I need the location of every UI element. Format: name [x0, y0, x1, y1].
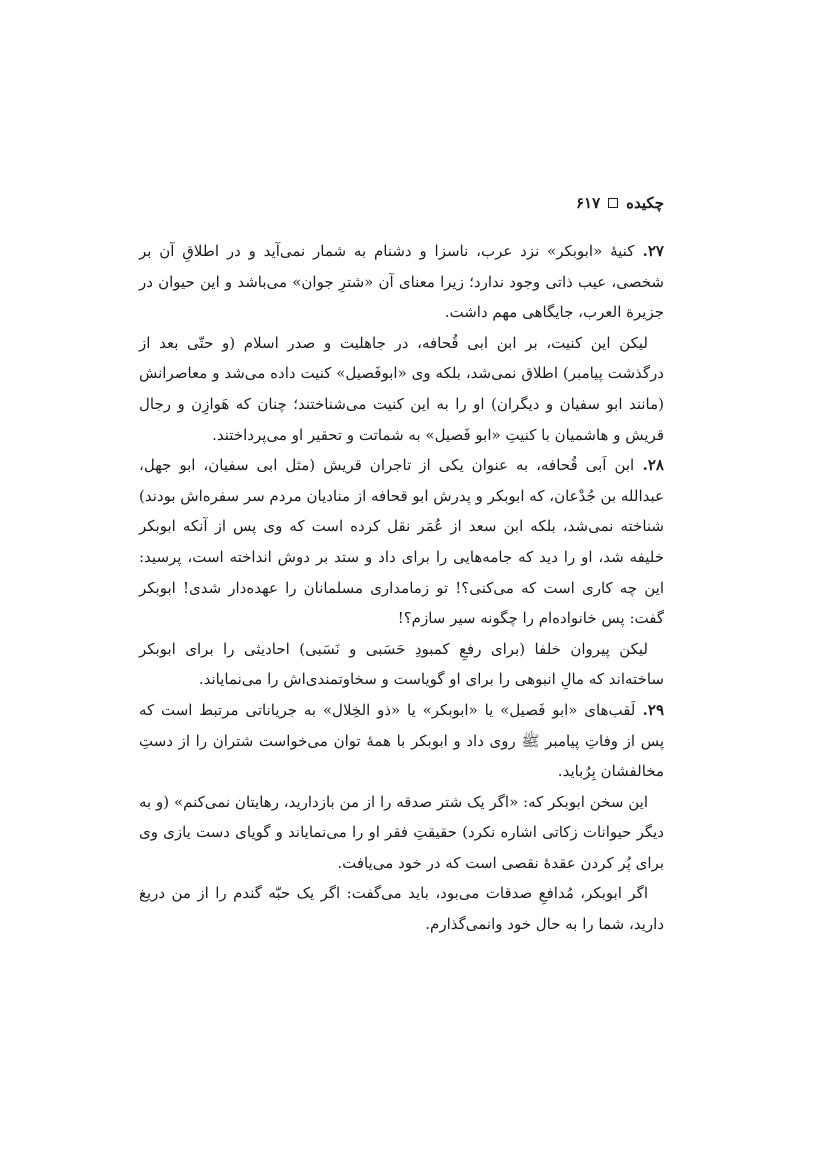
item-number: ۲۸. — [634, 456, 664, 475]
paragraph — [139, 236, 664, 328]
running-head — [80, 193, 664, 213]
paragraph-text: اگر ابوبکر، مُدافعِ صدقات می‌بود، باید می‌گفت: اگر یک حبّه گندم را از من دریغ دارید، شما را به حال خود وانمی‌گذارم. — [139, 884, 664, 934]
chapter-title: چکیده — [626, 194, 664, 212]
body-text — [139, 236, 664, 940]
page-number: ۶۱۷ — [576, 194, 601, 212]
paragraph-text: ابن اَبی قُحافه، به عنوان یکی از تاجران قریش (مثل ابی سفیان، ابو جهل، عبدالله بن جُدْعان، که ابوبکر و پدرش ابو قحافه از منادیان مردم سر سفره‌اش بودند) شناخته نمی‌شد، بلکه ابن سعد از عُمَر نقل کرده است که وی پس از آنکه ابوبکر خلیفه شد، او را دید که جامه‌هایی را برای داد و ستد بر دوش انداخته است، پرسید: این چه کاری است که می‌کنی؟! تو زمامداری مسلمانان را عهده‌دار شدی! ابوبکر گفت: پس خانواده‌ام را چگونه سیر سازم؟! — [139, 456, 664, 628]
paragraph — [139, 450, 664, 634]
paragraph — [139, 695, 664, 787]
paragraph — [139, 634, 664, 695]
paragraph-text: لَقب‌های «ابو فَصیل» یا «ابوبکر» یا «ذو الخِلال» به جریاناتی مرتبط است که پس از وفاتِ پیامبر ﷺ روی داد و ابوبکر با همهٔ توان می‌خواست شتران را از دستِ مخالفشان بِرُباید. — [139, 700, 664, 781]
paragraph — [139, 787, 664, 879]
square-bullet-icon — [608, 198, 618, 208]
paragraph-text: لیکن پیروان خلفا (برای رفعِ کمبودِ حَسَبی و نَسَبی) احادیثی را برای ابوبکر ساخته‌اند که مالِ انبوهی را برای او گویاست و سخاوتمندی‌اش را می‌نمایاند. — [139, 639, 664, 689]
item-number: ۲۷. — [634, 242, 664, 260]
paragraph — [139, 328, 664, 450]
paragraph — [139, 878, 664, 939]
paragraph-text: کنیهٔ «ابوبکر» نزد عرب، ناسزا و دشنام به شمار نمی‌آید و در اطلاقِ آن بر شخصی، عیب ذاتی وجود ندارد؛ زیرا معنای آن «شترِ جوان» می‌باشد و این حیوان در جزیرة العرب، جایگاهی مهم داشت. — [139, 242, 664, 322]
item-number: ۲۹. — [635, 700, 665, 719]
paragraph-text: لیکن این کنیت، بر ابن ابی قُحافه، در جاهلیت و صدر اسلام (و حتّی بعد از درگذشت پیامبر) اطلاق نمی‌شد، بلکه وی «ابوفَصیل» کنیت داده می‌شد و معاصرانش (مانند ابو سفیان و دیگران) او را به این کنیت می‌شناختند؛ چنان که هَوازِن و رجال قریش و هاشمیان با کنیتِ «ابو فَصیل» به شماتت و تحقیر او می‌پرداختند. — [139, 333, 664, 444]
paragraph-text: این سخن ابوبکر که: «اگر یک شتر صدقه را از من بازدارید، رهایتان نمی‌کنم» (و به دیگر حیوانات زکاتی اشاره نکرد) حقیقتِ فقر او را می‌نمایاند و گویای دست یازی وی برای پُر کردن عقدهٔ نقصی است که در خود می‌یافت. — [139, 792, 664, 872]
